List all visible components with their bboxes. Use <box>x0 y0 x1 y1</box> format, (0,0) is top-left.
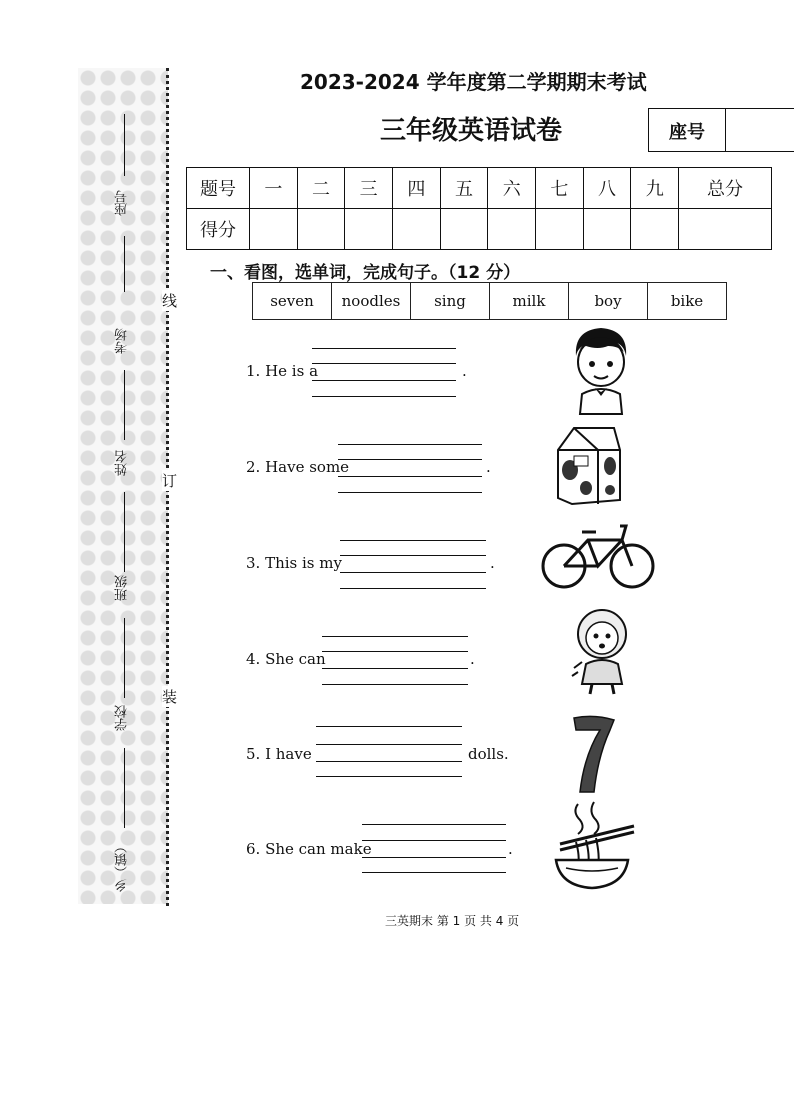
score-col-6: 六 <box>488 168 536 209</box>
name-field-label: 姓名 <box>115 450 130 476</box>
question-1-end: . <box>462 362 467 380</box>
seat-field-line[interactable] <box>124 114 125 176</box>
q6-writing-line-4 <box>362 872 506 873</box>
score-cell[interactable] <box>250 209 298 250</box>
seat-number-box <box>648 108 794 152</box>
word-bank-item: sing <box>411 283 490 320</box>
q1-writing-line-1 <box>312 348 456 349</box>
seat-field-label: 座号 <box>115 190 130 216</box>
score-col-1: 一 <box>250 168 298 209</box>
question-6-text: 6. She can make <box>246 840 372 858</box>
question-1-text: 1. He is a <box>246 362 319 380</box>
q2-writing-line-2 <box>338 459 482 460</box>
q2-writing-line-1 <box>338 444 482 445</box>
binding-mark-install: 装 <box>162 688 178 706</box>
singing-girl-image <box>566 606 634 696</box>
q4-writing-line-2 <box>322 651 468 652</box>
q4-writing-line-4 <box>322 684 468 685</box>
score-col-4: 四 <box>393 168 441 209</box>
q2-answer-line[interactable] <box>338 476 482 477</box>
score-col-2: 二 <box>297 168 345 209</box>
word-bank-item: milk <box>490 283 569 320</box>
milk-carton-image <box>552 420 624 506</box>
score-col-7: 七 <box>536 168 584 209</box>
question-3-text: 3. This is my <box>246 554 342 572</box>
word-bank <box>252 282 727 320</box>
q1-writing-line-2 <box>312 363 456 364</box>
q5-writing-line-4 <box>316 776 462 777</box>
number-seven-image <box>570 712 618 794</box>
score-cell[interactable] <box>440 209 488 250</box>
exam-subtitle: 三年级英语试卷 <box>380 116 563 146</box>
exam-title: 2023-2024 学年度第二学期期末考试 <box>300 70 647 94</box>
score-table-score-row <box>187 209 772 250</box>
word-bank-item: boy <box>569 283 648 320</box>
q6-writing-line-2 <box>362 840 506 841</box>
school-field-line[interactable] <box>124 748 125 828</box>
class-field-label: 班级 <box>115 575 130 601</box>
q3-writing-line-4 <box>340 588 486 589</box>
score-col-8: 八 <box>583 168 631 209</box>
exam-room-field-line[interactable] <box>124 370 125 440</box>
score-cell[interactable] <box>631 209 679 250</box>
word-bank-item: seven <box>253 283 332 320</box>
score-cell[interactable] <box>393 209 441 250</box>
class-field-line[interactable] <box>124 618 125 698</box>
q3-answer-line[interactable] <box>340 572 486 573</box>
q5-writing-line-1 <box>316 726 462 727</box>
question-2-end: . <box>486 458 491 476</box>
q4-answer-line[interactable] <box>322 668 468 669</box>
boy-image <box>568 322 634 416</box>
score-table-row2-label: 得分 <box>187 209 250 250</box>
question-6-end: . <box>508 840 513 858</box>
word-bank-item: noodles <box>332 283 411 320</box>
question-3-end: . <box>490 554 495 572</box>
name-field-line[interactable] <box>124 492 125 572</box>
q3-writing-line-2 <box>340 555 486 556</box>
q5-answer-line[interactable] <box>316 761 462 762</box>
score-col-5: 五 <box>440 168 488 209</box>
page-footer: 三英期末 第 1 页 共 4 页 <box>385 914 520 928</box>
question-4-text: 4. She can <box>246 650 326 668</box>
q6-writing-line-1 <box>362 824 506 825</box>
exam-room-field-label: 考场 <box>115 328 130 354</box>
q5-writing-line-2 <box>316 744 462 745</box>
seat-number-divider <box>725 109 726 151</box>
q1-writing-line-4 <box>312 396 456 397</box>
score-cell[interactable] <box>536 209 584 250</box>
township-field-label: 乡（镇） <box>115 840 130 892</box>
score-cell[interactable] <box>297 209 345 250</box>
seat-field-line-2 <box>124 236 125 292</box>
score-table-row1-label: 题号 <box>187 168 250 209</box>
seat-number-label: 座号 <box>669 122 705 143</box>
question-5-text: 5. I have <box>246 745 312 763</box>
score-table <box>186 167 772 250</box>
binding-mark-bind: 订 <box>162 472 178 490</box>
score-table-header-row <box>187 168 772 209</box>
score-cell[interactable] <box>583 209 631 250</box>
score-col-3: 三 <box>345 168 393 209</box>
bike-image <box>540 518 656 592</box>
binding-mark-line: 线 <box>162 292 178 310</box>
question-4-end: . <box>470 650 475 668</box>
q6-answer-line[interactable] <box>362 857 506 858</box>
word-bank-item: bike <box>648 283 727 320</box>
section1-heading: 一、看图，选单词，完成句子。（12 分） <box>210 263 521 283</box>
q2-writing-line-4 <box>338 492 482 493</box>
score-col-total: 总分 <box>679 168 772 209</box>
score-cell[interactable] <box>679 209 772 250</box>
score-col-9: 九 <box>631 168 679 209</box>
question-2-text: 2. Have some <box>246 458 350 476</box>
noodles-bowl-image <box>550 800 636 892</box>
score-cell[interactable] <box>488 209 536 250</box>
score-cell[interactable] <box>345 209 393 250</box>
school-field-label: 学校 <box>115 705 130 731</box>
q1-answer-line[interactable] <box>312 380 456 381</box>
question-5-end: dolls. <box>468 745 509 763</box>
q3-writing-line-1 <box>340 540 486 541</box>
q4-writing-line-1 <box>322 636 468 637</box>
